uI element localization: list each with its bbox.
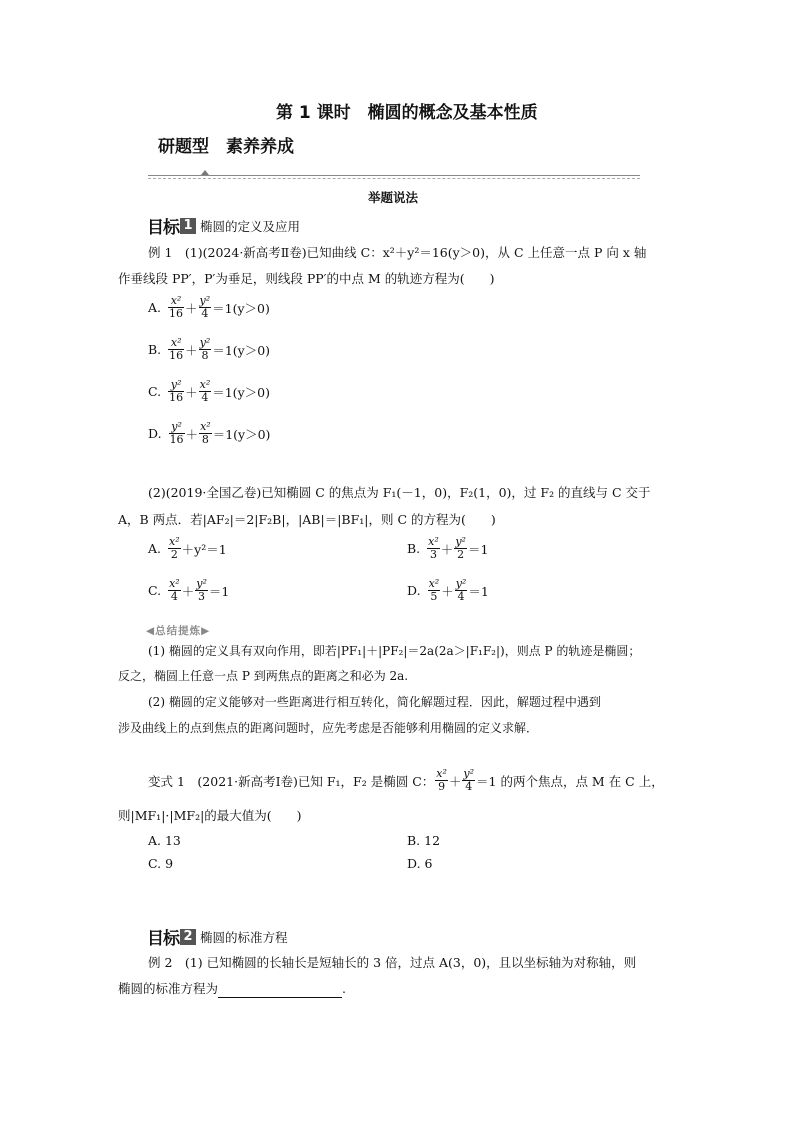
section-divider [148,175,640,176]
summary-p2-line1: (2) 椭圆的定义能够对一些距离进行相互转化，简化解题过程．因此，解题过程中遇到 [148,695,601,709]
example1-q2-option-a: A. $\frac{\text{x²}}{2}$ ＋y²＝1 [148,535,227,561]
example2-line2: 椭圆的标准方程为 . [118,981,346,996]
section-title: 研题型 素养养成 [158,137,294,157]
variant1-option-c: C. 9 [148,856,174,871]
example1-q2-line1: (2)(2019·全国乙卷)已知椭圆 C 的焦点为 F₁(－1，0)，F₂(1，0)，过 F₂ 的直线与 C 交于 [148,485,651,500]
goal-word: 目标 [147,218,179,238]
example1-q1-option-d: D. $\frac{\text{y²}}{16}$ ＋ $\frac{\text{x²}}{8}$ ＝1(y＞0) [148,420,271,446]
goal-word: 目标 [147,929,179,949]
goal-label: 椭圆的定义及应用 [200,218,301,234]
example1-q2-option-d: D. $\frac{\text{x²}}{5}$ ＋ $\frac{\text{y²}}{4}$ ＝1 [407,577,489,603]
example1-q2-option-b: B. $\frac{\text{x²}}{3}$ ＋ $\frac{\text{y²}}{2}$ ＝1 [407,535,489,561]
summary-p1-line2: 反之，椭圆上任意一点 P 到两焦点的距离之和必为 2a. [118,669,409,683]
example1-q1-option-b: B. $\frac{\text{x²}}{16}$ ＋ $\frac{\text{y²}}{8}$ ＝1(y＞0) [148,336,271,362]
goal-1-heading [147,213,300,238]
section-divider-2 [148,178,640,179]
variant1-line1: 变式 1 (2021·新高考Ⅰ卷)已知 F₁，F₂ 是椭圆 C： $\frac{\text{x²}}{9}$ ＋ $\frac{\text{y²}}{4}$ ＝1 的两个焦点，点 M 在 C 上， [148,767,664,793]
example1-q1-line2: 作垂线段 PP′，P′为垂足，则线段 PP′的中点 M 的轨迹方程为( ) [118,271,495,286]
goal-label: 椭圆的标准方程 [200,929,288,945]
example1-q2-line2: A，B 两点．若|AF₂|＝2|F₂B|，|AB|＝|BF₁|，则 C 的方程为( ) [118,512,496,527]
variant1-line2: 则|MF₁|·|MF₂|的最大值为( ) [118,808,302,823]
example1-q1-option-a: A. $\frac{\text{x²}}{16}$ ＋ $\frac{\text{y²}}{4}$ ＝1(y＞0) [148,294,270,320]
example1-q2-option-c: C. $\frac{\text{x²}}{4}$ ＋ $\frac{\text{y²}}{3}$ ＝1 [148,577,230,603]
example1-q1-line1: 例 1 (1)(2024·新高考Ⅱ卷)已知曲线 C：x²＋y²＝16(y＞0)，从 C 上任意一点 P 向 x 轴 [148,245,647,260]
variant1-option-a: A. 13 [148,833,181,848]
divider-marker-icon [201,170,209,175]
variant1-option-d: D. 6 [407,856,433,871]
goal-number-badge: 2 [180,929,196,945]
subsection-title: 举题说法 [368,190,419,205]
goal-2-heading [147,924,288,949]
answer-blank[interactable] [218,983,342,998]
goal-number-badge: 1 [180,218,196,234]
variant1-option-b: B. 12 [407,833,441,848]
summary-p1-line1: (1) 椭圆的定义具有双向作用，即若|PF₁|＋|PF₂|＝2a(2a＞|F₁F₂|)，则点 P 的轨迹是椭圆； [148,644,641,658]
summary-tag: ◀总结提炼▶ [146,625,211,637]
page-title: 第 1 课时 椭圆的概念及基本性质 [276,103,538,123]
example1-q1-option-c: C. $\frac{\text{y²}}{16}$ ＋ $\frac{\text{x²}}{4}$ ＝1(y＞0) [148,378,270,404]
summary-p2-line2: 涉及曲线上的点到焦点的距离问题时，应先考虑是否能够利用椭圆的定义求解． [118,721,539,735]
example2-line1: 例 2 (1) 已知椭圆的长轴长是短轴长的 3 倍，过点 A(3，0)，且以坐标轴为对称轴，则 [148,955,637,970]
